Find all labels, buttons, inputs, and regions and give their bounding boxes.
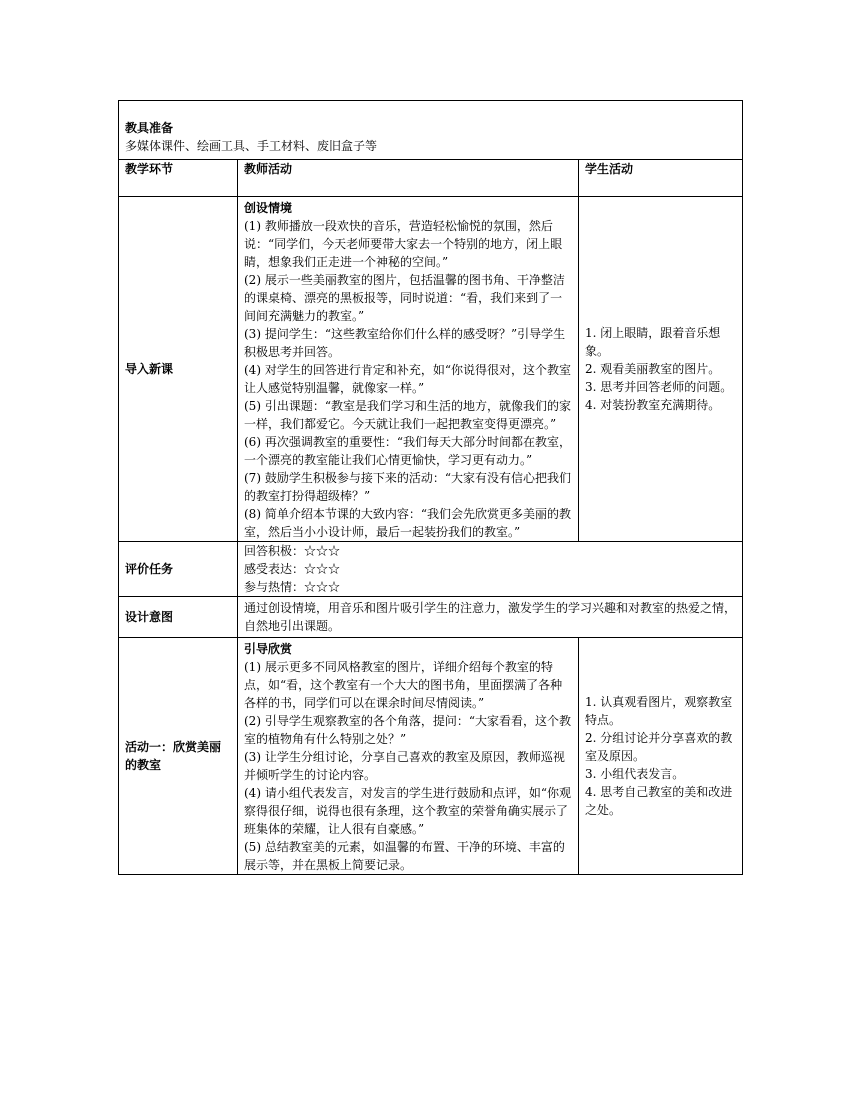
design-row	[119, 597, 743, 638]
intro-subtitle: 创设情境	[244, 201, 293, 215]
header-stage: 教学环节	[119, 160, 238, 197]
intro-teacher-step: (8) 简单介绍本节课的大致内容：“我们会先欣赏更多美丽的教室，然后当小小设计师，最后一起装扮我们的教室。”	[244, 507, 571, 539]
activity1-stage: 活动一：欣赏美丽的教室	[119, 638, 238, 875]
evaluation-cell	[238, 542, 743, 597]
design-text: 通过创设情境，用音乐和图片吸引学生的注意力，激发学生的学习兴趣和对教室的热爱之情，自然地引出课题。	[238, 597, 743, 638]
activity1-teacher-step: (2) 引导学生观察教室的各个角落，提问：“大家看看，这个教室的植物角有什么特别之处？”	[244, 714, 571, 746]
prep-text: 多媒体课件、绘画工具、手工材料、废旧盒子等	[125, 139, 378, 153]
activity1-subtitle: 引导欣赏	[244, 642, 293, 656]
evaluation-item: 参与热情：☆☆☆	[244, 580, 341, 594]
intro-teacher-step: (6) 再次强调教室的重要性：“我们每天大部分时间都在教室，一个漂亮的教室能让我们心情更愉快，学习更有动力。”	[244, 435, 571, 467]
activity1-teacher-step: (1) 展示更多不同风格教室的图片，详细介绍每个教室的特点，如“看，这个教室有一个大大的图书角，里面摆满了各种各样的书，同学们可以在课余时间尽情阅读。”	[244, 660, 563, 710]
intro-student-cell	[579, 197, 743, 542]
design-stage: 设计意图	[119, 597, 238, 638]
intro-teacher-step: (4) 对学生的回答进行肯定和补充，如“你说得很对，这个教室让人感觉特别温馨，就像家一样。”	[244, 363, 571, 395]
activity1-teacher-step: (3) 让学生分组讨论，分享自己喜欢的教室及原因，教师巡视并倾听学生的讨论内容。	[244, 750, 565, 782]
evaluation-item: 感受表达：☆☆☆	[244, 562, 341, 576]
intro-teacher-step: (7) 鼓励学生积极参与接下来的活动：“大家有没有信心把我们的教室打扮得超级棒？”	[244, 471, 571, 503]
prep-row	[119, 101, 743, 160]
header-teacher: 教师活动	[238, 160, 579, 197]
intro-teacher-step: (1) 教师播放一段欢快的音乐，营造轻松愉悦的氛围，然后说：“同学们，今天老师要带大家去一个特别的地方，闭上眼睛，想象我们正走进一个神秘的空间。”	[244, 219, 563, 269]
header-row	[119, 160, 743, 197]
evaluation-item: 回答积极：☆☆☆	[244, 544, 341, 558]
activity1-student-item: 2. 分组讨论并分享喜欢的教室及原因。	[585, 731, 733, 763]
activity1-student-cell	[579, 638, 743, 875]
activity1-student-item: 4. 思考自己教室的美和改进之处。	[585, 785, 733, 817]
activity1-teacher-step: (4) 请小组代表发言，对发言的学生进行鼓励和点评，如“你观察得很仔细，说得也很有条理，这个教室的荣誉角确实展示了班集体的荣耀，让人很有自豪感。”	[244, 786, 571, 836]
intro-teacher-step: (2) 展示一些美丽教室的图片，包括温馨的图书角、干净整洁的课桌椅、漂亮的黑板报等，同时说道：“看，我们来到了一间间充满魅力的教室。”	[244, 273, 565, 323]
evaluation-row	[119, 542, 743, 597]
intro-row	[119, 197, 743, 542]
intro-student-item: 4. 对装扮教室充满期待。	[585, 398, 721, 412]
lesson-plan-table	[118, 100, 743, 875]
intro-teacher-step: (3) 提问学生：“这些教室给你们什么样的感受呀？”引导学生积极思考并回答。	[244, 327, 566, 359]
activity1-student-item: 1. 认真观看图片，观察教室特点。	[585, 695, 733, 727]
activity1-teacher-step: (5) 总结教室美的元素，如温馨的布置、干净的环境、丰富的展示等，并在黑板上简要记录。	[244, 840, 565, 872]
intro-stage: 导入新课	[119, 197, 238, 542]
intro-teacher-cell	[238, 197, 579, 542]
prep-title: 教具准备	[125, 121, 174, 135]
activity1-teacher-cell	[238, 638, 579, 875]
header-student: 学生活动	[579, 160, 743, 197]
activity1-student-item: 3. 小组代表发言。	[585, 767, 685, 781]
activity1-row	[119, 638, 743, 875]
intro-teacher-step: (5) 引出课题：“教室是我们学习和生活的地方，就像我们的家一样，我们都爱它。今天就让我们一起把教室变得更漂亮。”	[244, 399, 571, 431]
intro-student-item: 1. 闭上眼睛，跟着音乐想象。	[585, 326, 721, 358]
prep-cell	[119, 101, 743, 160]
intro-student-item: 3. 思考并回答老师的问题。	[585, 380, 733, 394]
evaluation-stage: 评价任务	[119, 542, 238, 597]
intro-student-item: 2. 观看美丽教室的图片。	[585, 362, 721, 376]
